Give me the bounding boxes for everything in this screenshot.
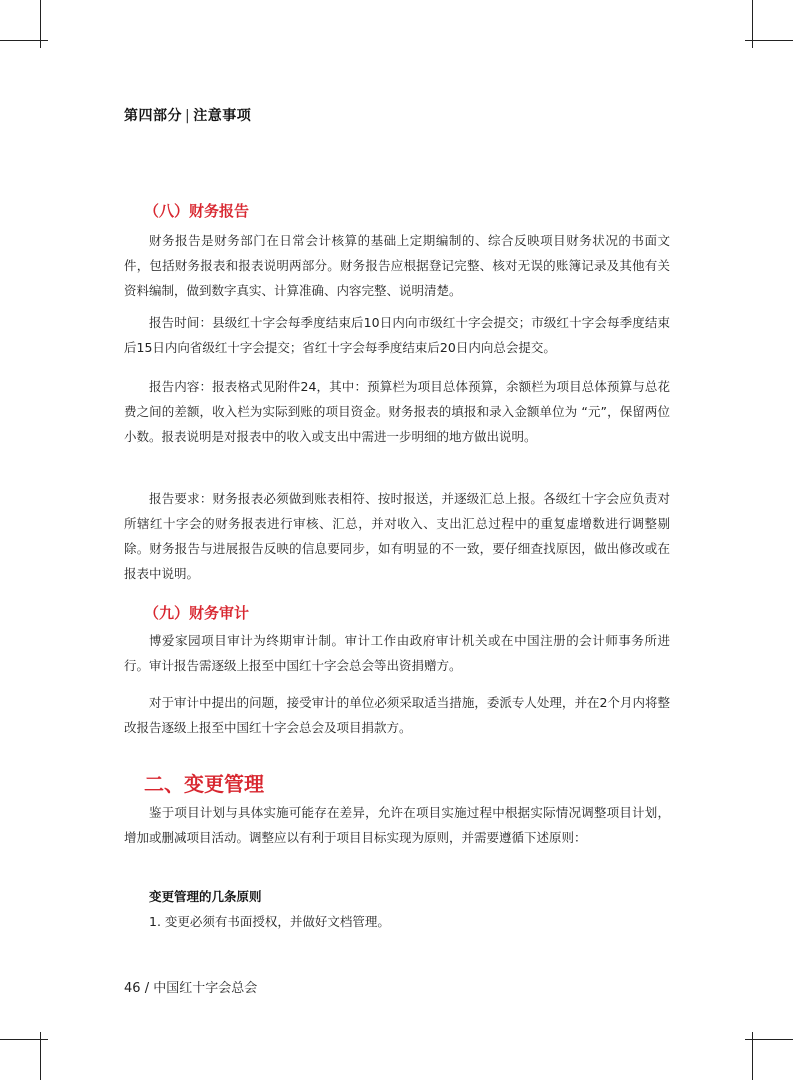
major-heading-change-management: 二、变更管理 [144, 772, 264, 796]
paragraph: 报告要求：财务报表必须做到账表相符、按时报送，并逐级汇总上报。各级红十字会应负责对所辖红十字会的财务报表进行审核、汇总，并对收入、支出汇总过程中的重复虚增数进行调整剔除。财务报告与进展报告反映的信息要同步，如有明显的不一致，要仔细查找原因，做出修改或在报表中说明。 [124, 491, 670, 581]
crop-mark [745, 1039, 793, 1040]
footer-organization: 中国红十字会总会 [153, 981, 258, 996]
paragraph: 财务报告是财务部门在日常会计核算的基础上定期编制的、综合反映项目财务状况的书面文件，包括财务报表和报表说明两部分。财务报告应根据登记完整、核对无误的账簿记录及其他有关资料编制，做到数字真实、计算准确、内容完整、说明清楚。 [124, 233, 670, 298]
section-heading-financial-report: （八）财务报告 [144, 202, 250, 220]
footer-separator: / [144, 981, 150, 996]
page-footer [124, 977, 257, 996]
running-header [124, 105, 251, 125]
principles-title: 变更管理的几条原则 [149, 889, 262, 904]
section-heading-financial-audit: （九）财务审计 [144, 604, 250, 622]
header-part: 第四部分 [124, 108, 182, 124]
paragraph: 报告时间：县级红十字会每季度结束后10日内向市级红十字会提交；市级红十字会每季度结束后15日内向省级红十字会提交；省红十字会每季度结束后20日内向总会提交。 [124, 315, 670, 355]
page-number: 46 [124, 981, 141, 996]
crop-mark [0, 1039, 48, 1040]
crop-mark [0, 40, 48, 41]
header-separator: | [185, 108, 191, 124]
paragraph: 博爱家园项目审计为终期审计制。审计工作由政府审计机关或在中国注册的会计师事务所进行。审计报告需逐级上报至中国红十字会总会等出资捐赠方。 [124, 633, 670, 673]
paragraph: 报告内容：报表格式见附件24，其中：预算栏为项目总体预算，余额栏为项目总体预算与总花费之间的差额，收入栏为实际到账的项目资金。财务报表的填报和录入金额单位为 “元”，保留两位小数。报表说明是对报表中的收入或支出中需进一步明细的地方做出说明。 [124, 379, 670, 444]
list-item: 1. 变更必须有书面授权，并做好文档管理。 [149, 914, 390, 929]
header-title: 注意事项 [193, 108, 252, 124]
paragraph: 鉴于项目计划与具体实施可能存在差异，允许在项目实施过程中根据实际情况调整项目计划，增加或删减项目活动。调整应以有利于项目目标实现为原则，并需要遵循下述原则： [124, 805, 670, 845]
crop-mark [745, 40, 793, 41]
paragraph: 对于审计中提出的问题，接受审计的单位必须采取适当措施，委派专人处理，并在2个月内将整改报告逐级上报至中国红十字会总会及项目捐款方。 [124, 695, 670, 735]
